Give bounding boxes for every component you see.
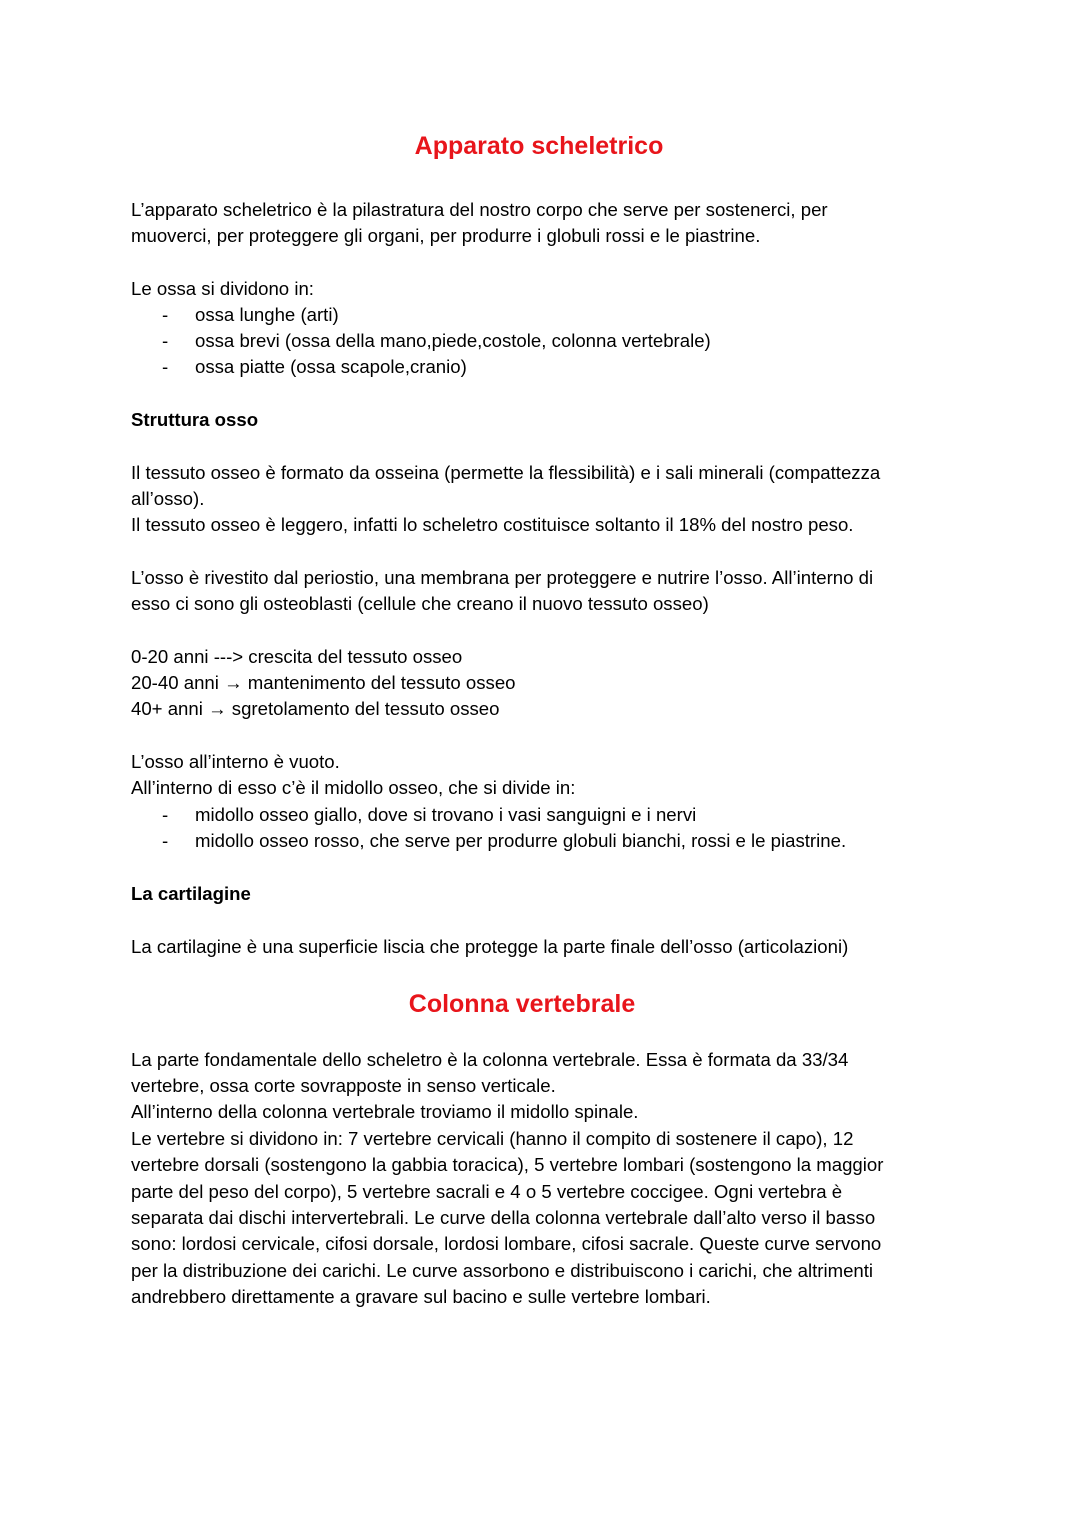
intro-line-2: muoverci, per proteggere gli organi, per produrre i globuli rossi e le piastrine. bbox=[131, 225, 761, 246]
bullet-dash-icon: - bbox=[162, 356, 169, 377]
colonna-line-2: vertebre, ossa corte sovrapposte in senso verticale. bbox=[131, 1075, 556, 1096]
age-line-0-20: 0-20 anni ---> crescita del tessuto osseo bbox=[131, 646, 463, 667]
title-colonna-vertebrale: Colonna vertebrale bbox=[408, 990, 636, 1018]
colonna-line-8: sono: lordosi cervicale, cifosi dorsale, lordosi lombare, cifosi sacrale. Queste curve servono bbox=[131, 1233, 882, 1254]
list-item-ossa-brevi bbox=[131, 328, 951, 354]
list-item-text: midollo osseo giallo, dove si trovano i vasi sanguigni e i nervi bbox=[195, 804, 697, 825]
age-line-20-40: 20-40 anni → mantenimento del tessuto osseo bbox=[131, 672, 516, 693]
heading-struttura-osso: Struttura osso bbox=[131, 409, 259, 430]
list-item-text: midollo osseo rosso, che serve per produrre globuli bianchi, rossi e le piastrine. bbox=[195, 830, 847, 851]
colonna-line-6: parte del peso del corpo), 5 vertebre sacrali e 4 o 5 vertebre coccigee. Ogni vertebra è bbox=[131, 1181, 843, 1202]
bullet-dash-icon: - bbox=[162, 330, 169, 351]
colonna-line-10: andrebbero direttamente a gravare sul bacino e sulle vertebre lombari. bbox=[131, 1286, 711, 1307]
struttura-para1-line-1: Il tessuto osseo è formato da osseina (permette la flessibilità) e i sali minerali (compattezza bbox=[131, 462, 881, 483]
struttura-para2-line-2: esso ci sono gli osteoblasti (cellule che creano il nuovo tessuto osseo) bbox=[131, 593, 709, 614]
list-item-text: ossa brevi (ossa della mano,piede,costole, colonna vertebrale) bbox=[195, 330, 711, 351]
struttura-para3-line-1: L’osso all’interno è vuoto. bbox=[131, 751, 340, 772]
list-item-ossa-lunghe bbox=[131, 302, 951, 328]
heading-cartilagine: La cartilagine bbox=[131, 883, 251, 904]
list-item-ossa-piatte bbox=[131, 354, 951, 380]
cartilagine-text: La cartilagine è una superficie liscia che protegge la parte finale dell’osso (articolazioni) bbox=[131, 936, 849, 957]
colonna-line-5: vertebre dorsali (sostengono la gabbia toracica), 5 vertebre lombari (sostengono la maggior bbox=[131, 1154, 884, 1175]
list-item-midollo-giallo bbox=[131, 802, 951, 828]
colonna-line-3: All’interno della colonna vertebrale troviamo il midollo spinale. bbox=[131, 1101, 639, 1122]
struttura-para3-line-2: All’interno di esso c’è il midollo osseo, che si divide in: bbox=[131, 777, 576, 798]
title-apparato-scheletrico: Apparato scheletrico bbox=[414, 132, 664, 160]
colonna-line-4: Le vertebre si dividono in: 7 vertebre cervicali (hanno il compito di sostenere il capo), 12 bbox=[131, 1128, 854, 1149]
struttura-para2-line-1: L’osso è rivestito dal periostio, una membrana per proteggere e nutrire l’osso. All’interno di bbox=[131, 567, 874, 588]
age-line-40plus: 40+ anni → sgretolamento del tessuto osseo bbox=[131, 698, 500, 719]
bullet-dash-icon: - bbox=[162, 830, 169, 851]
colonna-line-1: La parte fondamentale dello scheletro è la colonna vertebrale. Essa è formata da 33/34 bbox=[131, 1049, 849, 1070]
list-item-midollo-rosso bbox=[131, 828, 951, 854]
struttura-para1-line-2: all’osso). bbox=[131, 488, 205, 509]
struttura-para1-line-3: Il tessuto osseo è leggero, infatti lo scheletro costituisce soltanto il 18% del nostro peso. bbox=[131, 514, 854, 535]
colonna-line-7: separata dai dischi intervertebrali. Le curve della colonna vertebrale dall’alto verso il basso bbox=[131, 1207, 876, 1228]
ossa-intro: Le ossa si dividono in: bbox=[131, 278, 314, 299]
list-item-text: ossa piatte (ossa scapole,cranio) bbox=[195, 356, 467, 377]
bullet-dash-icon: - bbox=[162, 804, 169, 825]
colonna-line-9: per la distribuzione dei carichi. Le curve assorbono e distribuiscono i carichi, che altrimenti bbox=[131, 1260, 874, 1281]
intro-line-1: L’apparato scheletrico è la pilastratura del nostro corpo che serve per sostenerci, per bbox=[131, 199, 828, 220]
list-item-text: ossa lunghe (arti) bbox=[195, 304, 339, 325]
bullet-dash-icon: - bbox=[162, 304, 169, 325]
